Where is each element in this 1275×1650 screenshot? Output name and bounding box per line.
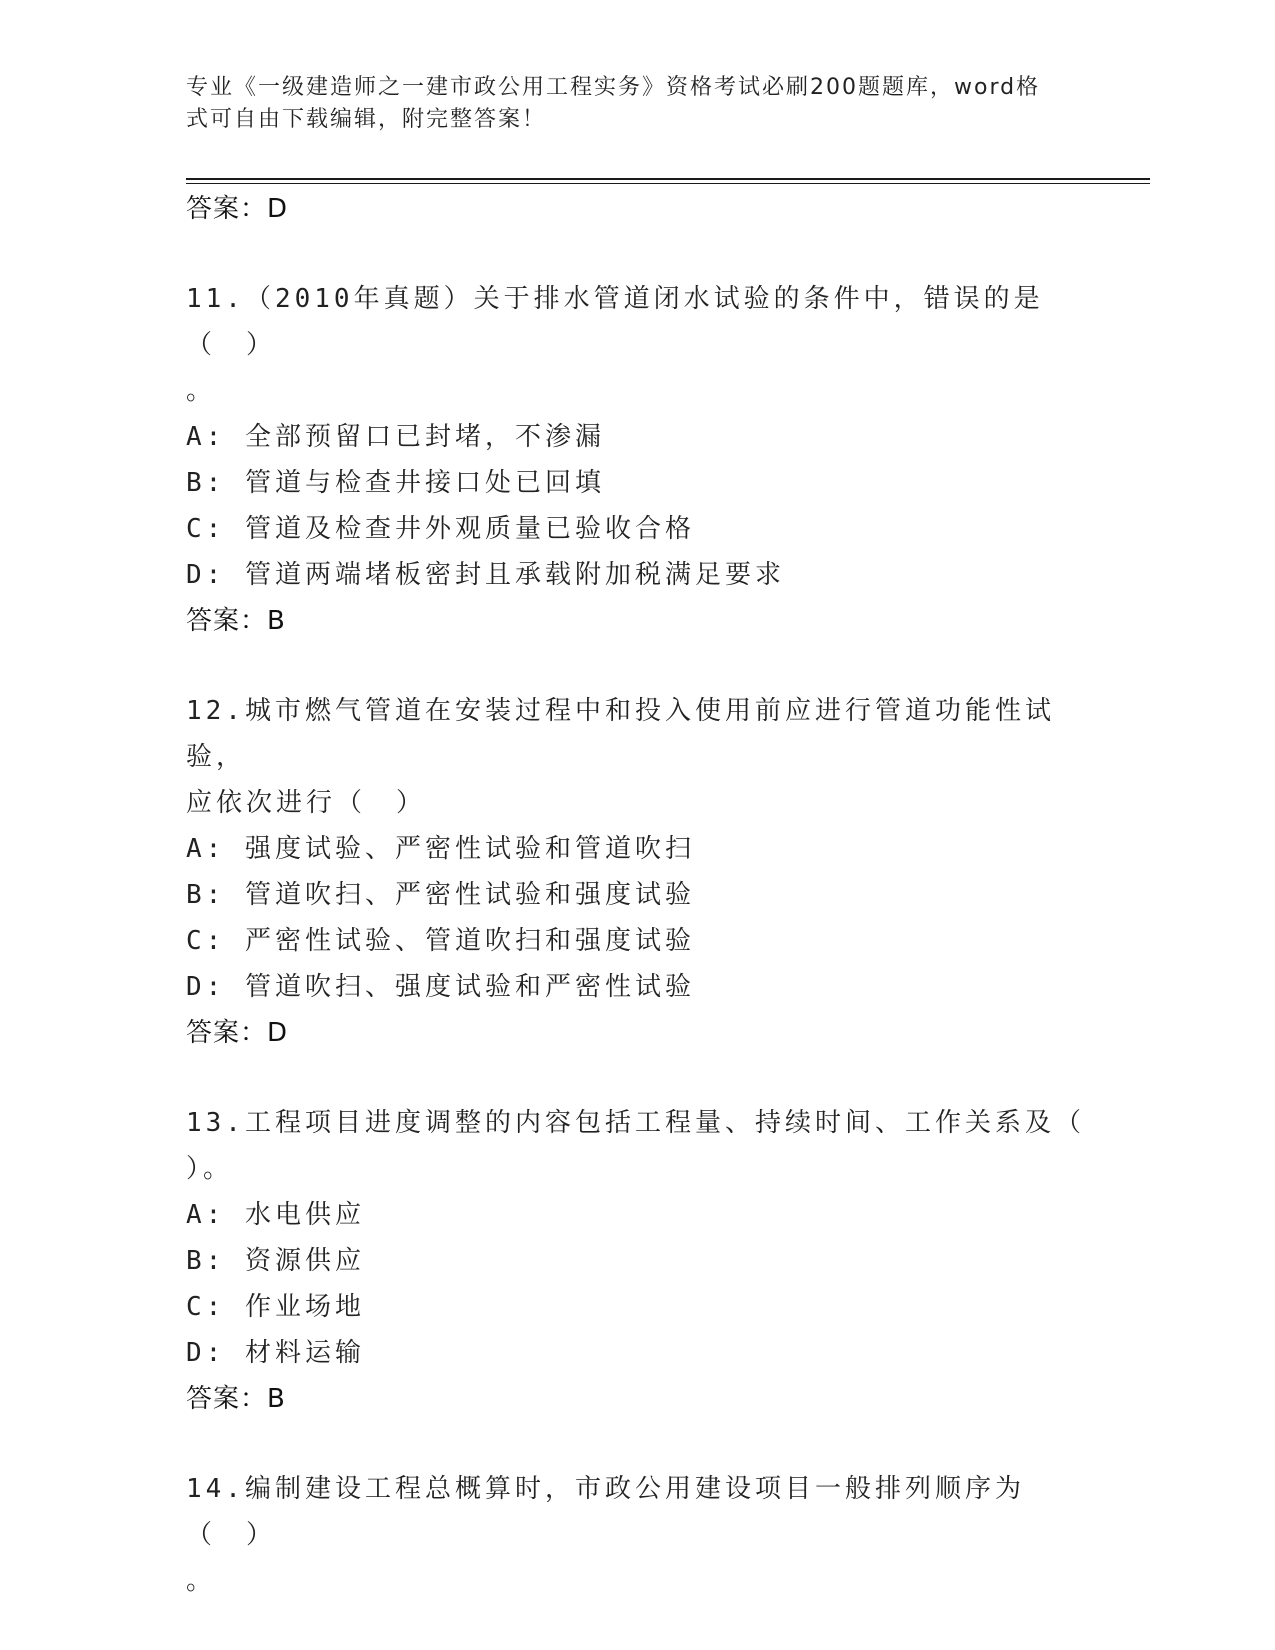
option-a: A: 强度试验、严密性试验和管道吹扫 — [186, 834, 695, 864]
option-b: B: 资源供应 — [186, 1246, 365, 1276]
question-stem — [186, 688, 1086, 826]
option-b: B: 管道吹扫、严密性试验和强度试验 — [186, 880, 695, 910]
option-d: D: 材料运输 — [186, 1338, 365, 1368]
stem-line: 12.城市燃气管道在安装过程中和投入使用前应进行管道功能性试验， — [186, 696, 1055, 772]
stem-line: 。 — [186, 1566, 217, 1596]
answer: 答案：B — [186, 1384, 286, 1414]
option-c: C: 管道及检查井外观质量已验收合格 — [186, 514, 695, 544]
question-11 — [186, 276, 1086, 644]
option-a: A: 全部预留口已封堵，不渗漏 — [186, 422, 605, 452]
question-stem — [186, 276, 1086, 414]
stem-line: 13.工程项目进度调整的内容包括工程量、持续时间、工作关系及（ — [186, 1108, 1085, 1138]
stem-line: 应依次进行（ ） — [186, 788, 427, 818]
option-b: B: 管道与检查井接口处已回填 — [186, 468, 605, 498]
header-rule-thin — [186, 183, 1150, 184]
question-list — [186, 186, 1086, 1604]
stem-line: 。 — [186, 376, 217, 406]
header-line-1: 专业《一级建造师之一建市政公用工程实务》资格考试必刷200题题库，word格 — [186, 75, 1041, 100]
stem-line: ）。 — [186, 1154, 234, 1184]
stem-line: 11.（2010年真题）关于排水管道闭水试验的条件中，错误的是（ ） — [186, 284, 1044, 360]
stem-line: 14.编制建设工程总概算时，市政公用建设项目一般排列顺序为（ ） — [186, 1474, 1025, 1550]
previous-answer: 答案：D — [186, 194, 289, 224]
document-header — [186, 72, 1066, 136]
header-line-2: 式可自由下载编辑，附完整答案！ — [186, 107, 547, 132]
answer: 答案：D — [186, 1018, 289, 1048]
option-c: C: 作业场地 — [186, 1292, 365, 1322]
question-12 — [186, 688, 1086, 1056]
option-c: C: 严密性试验、管道吹扫和强度试验 — [186, 926, 695, 956]
question-14 — [186, 1466, 1086, 1604]
question-stem — [186, 1466, 1086, 1604]
answer: 答案：B — [186, 606, 286, 636]
option-d: D: 管道吹扫、强度试验和严密性试验 — [186, 972, 695, 1002]
question-13 — [186, 1100, 1086, 1422]
option-a: A: 水电供应 — [186, 1200, 365, 1230]
question-stem — [186, 1100, 1086, 1192]
option-d: D: 管道两端堵板密封且承载附加税满足要求 — [186, 560, 785, 590]
header-rule-thick — [186, 178, 1150, 180]
